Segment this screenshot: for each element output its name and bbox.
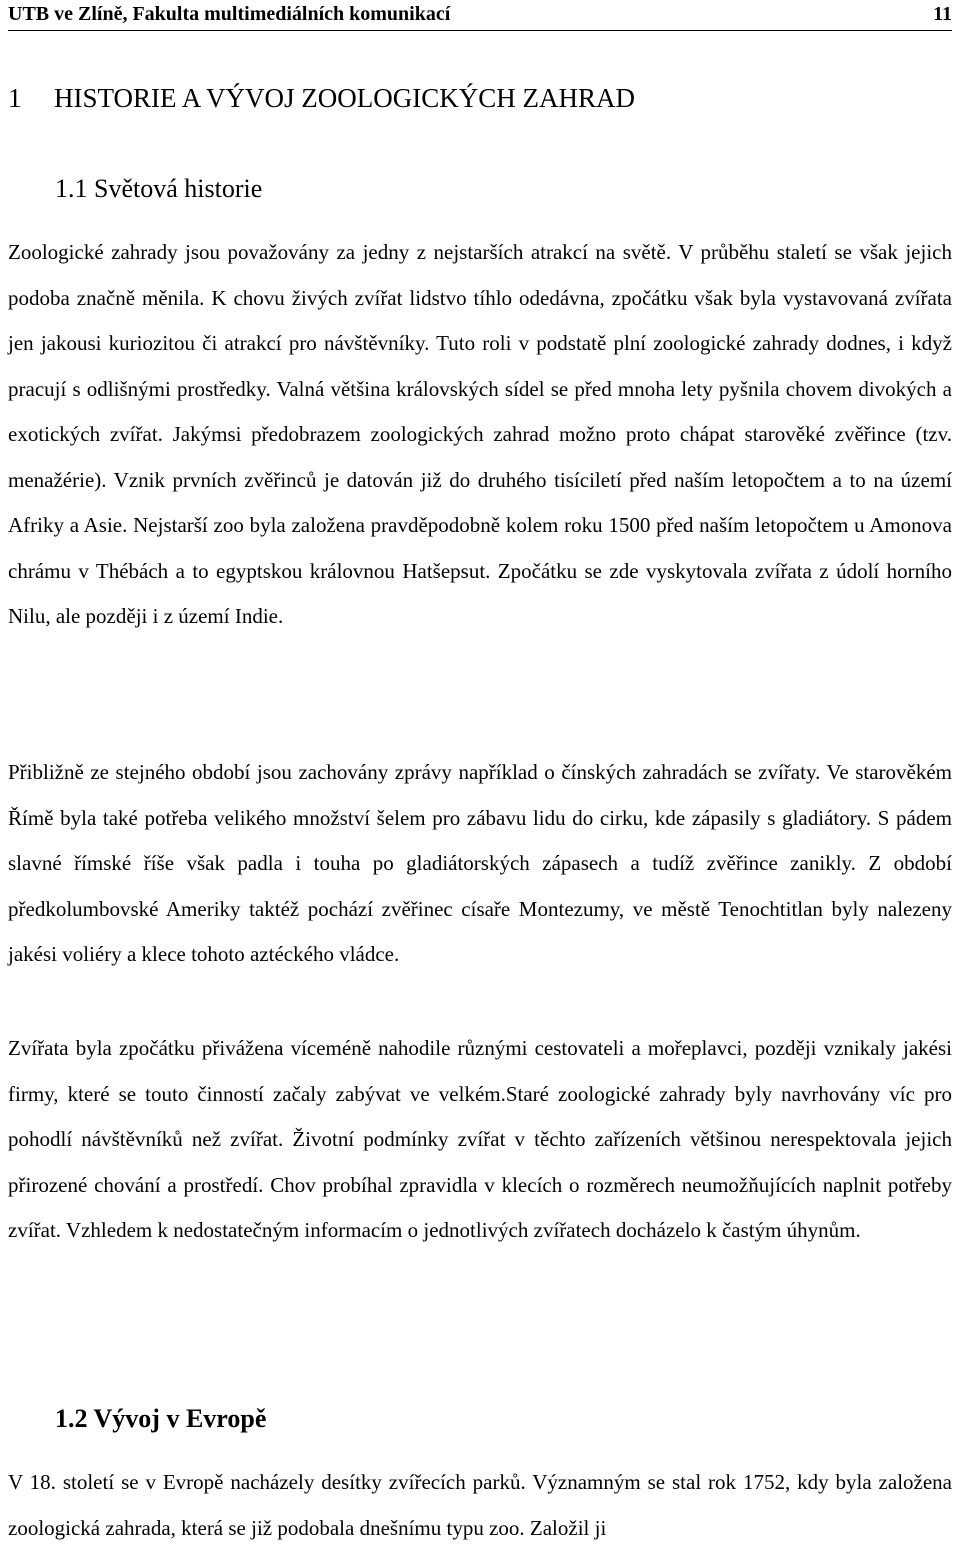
section-heading-1: 1.1 Světová historie	[55, 174, 263, 203]
page-number: 11	[933, 3, 952, 25]
paragraph: Zvířata byla zpočátku přivážena víceméně nahodile různými cestovateli a mořeplavci, později vznikaly jakési firmy, které se touto činností začaly zabývat ve velkém.Staré zoologické zahrady byly navrhovány víc pro pohodlí návštěvníků než zvířat. Životní podmínky zvířat v těchto zařízeních většinou nerespektovala jejich přirozené chování a prostředí. Chov probíhal zpravidla v klecích o rozměrech neumožňujících naplnit potřeby zvířat. Vzhledem k nedostatečným informacím o jednotlivých zvířatech docházelo k častým úhynům.	[8, 1036, 952, 1242]
chapter-number: 1	[8, 83, 22, 113]
header-title: UTB ve Zlíně, Fakulta multimediálních komunikací	[8, 3, 451, 25]
paragraph: V 18. století se v Evropě nacházely desítky zvířecích parků. Významným se stal rok 1752, kdy byla založena zoologická zahrada, která se již podobala dnešnímu typu zoo. Založil ji	[8, 1470, 952, 1540]
chapter-heading	[8, 80, 635, 116]
chapter-title: HISTORIE A VÝVOJ ZOOLOGICKÝCH ZAHRAD	[54, 83, 636, 113]
running-header	[8, 2, 952, 31]
section-heading-2: 1.2 Vývoj v Evropě	[55, 1404, 267, 1433]
paragraph: Zoologické zahrady jsou považovány za jedny z nejstarších atrakcí na světě. V průběhu staletí se však jejich podoba značně měnila. K chovu živých zvířat lidstvo tíhlo odedávna, zpočátku však byla vystavovaná zvířata jen jakousi kuriozitou či atrakcí pro návštěvníky. Tuto roli v podstatě plní zoologické zahrady dodnes, i když pracují s odlišnými prostředky. Valná většina královských sídel se před mnoha lety pyšnila chovem divokých a exotických zvířat. Jakýmsi předobrazem zoologických zahrad možno proto chápat starověké zvěřince (tzv. menažérie). Vznik prvních zvěřinců je datován již do druhého tisíciletí před naším letopočtem a to na území Afriky a Asie. Nejstarší zoo byla založena pravděpodobně kolem roku 1500 před naším letopočtem u Amonova chrámu v Thébách a to egyptskou královnou Hatšepsut. Zpočátku se zde vyskytovala zvířata z údolí horního Nilu, ale později i z území Indie.	[8, 240, 952, 628]
paragraph: Přibližně ze stejného období jsou zachovány zprávy například o čínských zahradách se zvířaty. Ve starověkém Římě byla také potřeba velikého množství šelem pro zábavu lidu do cirku, kde zápasily s gladiátory. S pádem slavné římské říše však padla i touha po gladiátorských zápasech a tudíž zvěřince zanikly. Z období předkolumbovské Ameriky taktéž pochází zvěřinec císaře Montezumy, ve městě Tenochtitlan byly nalezeny jakési voliéry a klece tohoto aztéckého vládce.	[8, 760, 952, 966]
